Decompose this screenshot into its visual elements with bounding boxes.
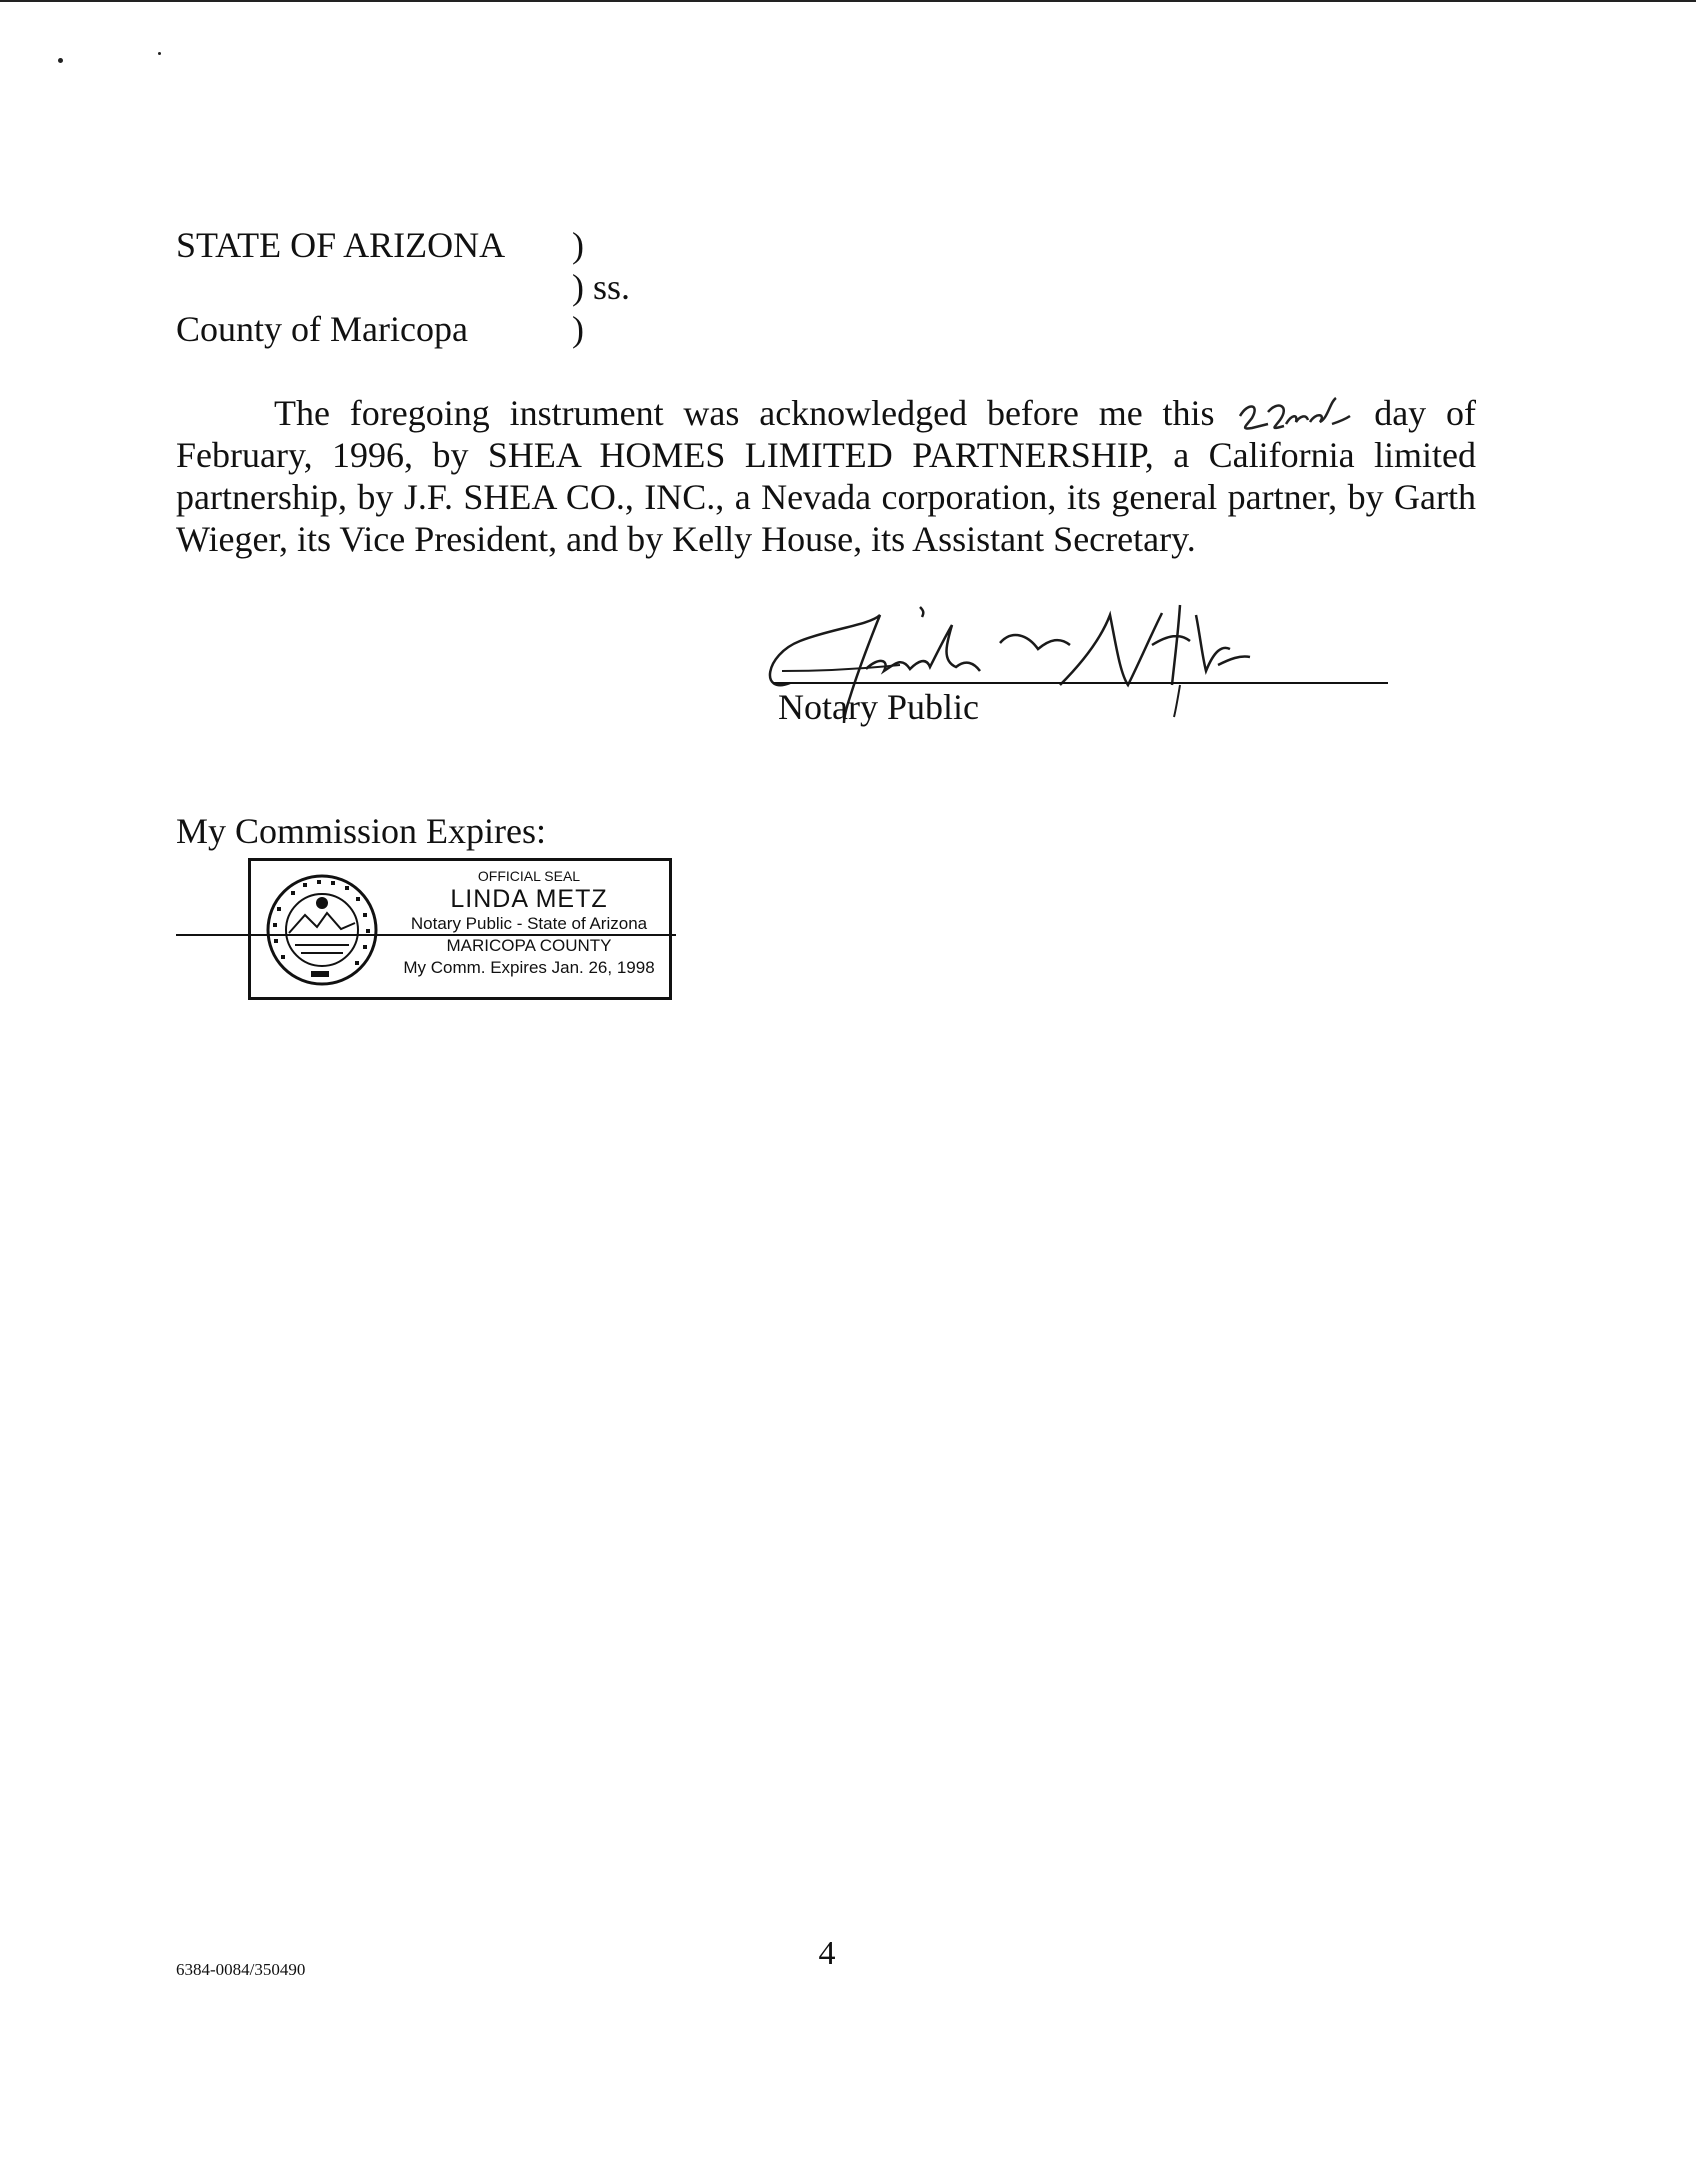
notary-public-label: Notary Public (778, 687, 979, 727)
ack-text-start: The foregoing instrument was acknowledged before me this (274, 393, 1215, 433)
page-number: 4 (818, 1935, 836, 1972)
arizona-seal-icon (265, 873, 379, 987)
ack-text-rest: day of February, 1996, by SHEA HOMES LIMITED PARTNERSHIP, a California limited partnership, by J.F. SHEA CO., INC., a Nevada corporation, its general partner, by Garth Wieger, its Vice President, and by Kelly House, its Assistant Secretary. (176, 393, 1476, 559)
venue-paren: ) (572, 309, 584, 349)
venue-ss: ) ss. (572, 267, 631, 307)
scan-speck (158, 52, 161, 55)
commission-expires-label: My Commission Expires: (176, 811, 547, 851)
handwritten-day (1234, 400, 1354, 434)
acknowledgment-paragraph (176, 392, 1476, 560)
page-top-edge (0, 0, 1696, 2)
stamp-expiration: My Comm. Expires Jan. 26, 1998 (403, 958, 655, 977)
stamp-official-seal: OFFICIAL SEAL (477, 868, 581, 884)
scan-speck (58, 58, 63, 63)
notary-stamp (248, 858, 672, 1000)
venue-paren: ) (572, 225, 584, 265)
stamp-notary-title: Notary Public - State of Arizona (410, 914, 648, 933)
venue-state: STATE OF ARIZONA (176, 225, 506, 265)
stamp-notary-name: LINDA METZ (450, 885, 608, 913)
handwritten-day-ink (1234, 394, 1354, 438)
stamp-county: MARICOPA COUNTY (446, 936, 612, 955)
stamp-text-block (391, 867, 667, 979)
document-number: 6384-0084/350490 (176, 1960, 306, 1979)
signature-line (773, 682, 1388, 684)
venue-county: County of Maricopa (176, 309, 468, 349)
